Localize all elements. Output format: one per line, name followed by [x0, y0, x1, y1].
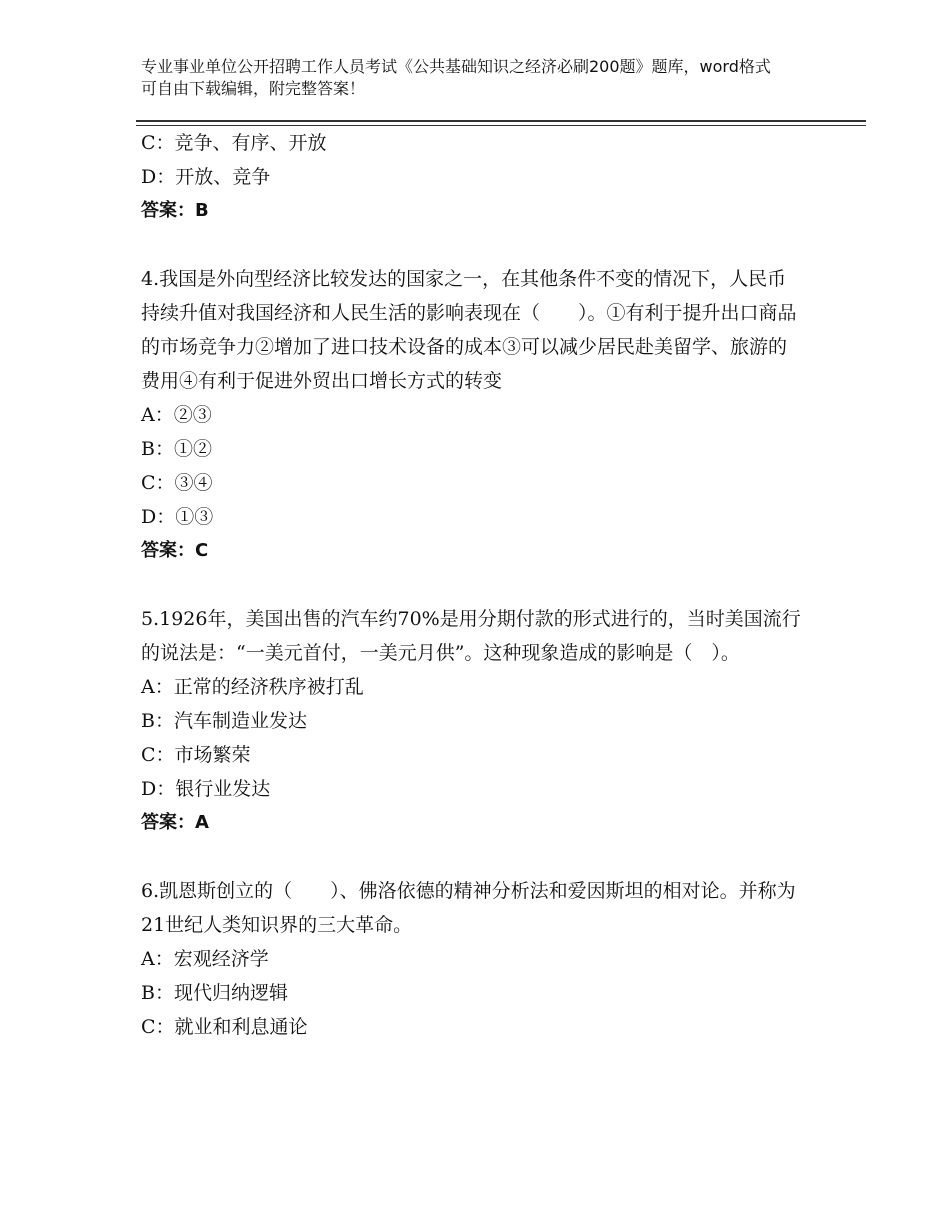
question-stem: 6.凯恩斯创立的（ ）、佛洛依德的精神分析法和爱因斯坦的相对论。并称为21世纪人类知识界的三大革命。 [141, 880, 796, 936]
option-b: B：现代归纳逻辑 [141, 982, 288, 1004]
answer-label: 答案：C [141, 540, 209, 561]
question-6 [141, 874, 801, 1044]
question-stem: 4.我国是外向型经济比较发达的国家之一，在其他条件不变的情况下，人民币持续升值对我国经济和人民生活的影响表现在（ ）。①有利于提升出口商品的市场竞争力②增加了进口技术设备的成本③可以减少居民赴美留学、旅游的费用④有利于促进外贸出口增长方式的转变 [141, 268, 797, 392]
question-stem: 5.1926年，美国出售的汽车约70%是用分期付款的形式进行的，当时美国流行的说法是：“一美元首付，一美元月供”。这种现象造成的影响是（ ）。 [141, 608, 801, 664]
option-b: B：①② [141, 438, 212, 460]
option-c: C：竞争、有序、开放 [141, 132, 327, 154]
option-c: C：就业和利息通论 [141, 1016, 308, 1038]
option-a: A：正常的经济秩序被打乱 [141, 676, 364, 698]
option-c: C：③④ [141, 472, 213, 494]
option-a: A：②③ [141, 404, 212, 426]
question-3 [141, 126, 801, 228]
question-4 [141, 262, 801, 568]
header-title: 专业事业单位公开招聘工作人员考试《公共基础知识之经济必刷200题》题库，word格式可自由下载编辑，附完整答案！ [141, 57, 771, 98]
option-b: B：汽车制造业发达 [141, 710, 307, 732]
answer-label: 答案：B [141, 200, 209, 221]
option-a: A：宏观经济学 [141, 948, 269, 970]
question-list [141, 126, 801, 1044]
header-divider-thick [136, 120, 866, 122]
option-d: D：银行业发达 [141, 778, 271, 800]
option-d: D：①③ [141, 506, 214, 528]
option-c: C：市场繁荣 [141, 744, 251, 766]
document-header [141, 56, 781, 100]
option-d: D：开放、竞争 [141, 166, 271, 188]
question-5 [141, 602, 801, 840]
answer-label: 答案：A [141, 812, 209, 833]
